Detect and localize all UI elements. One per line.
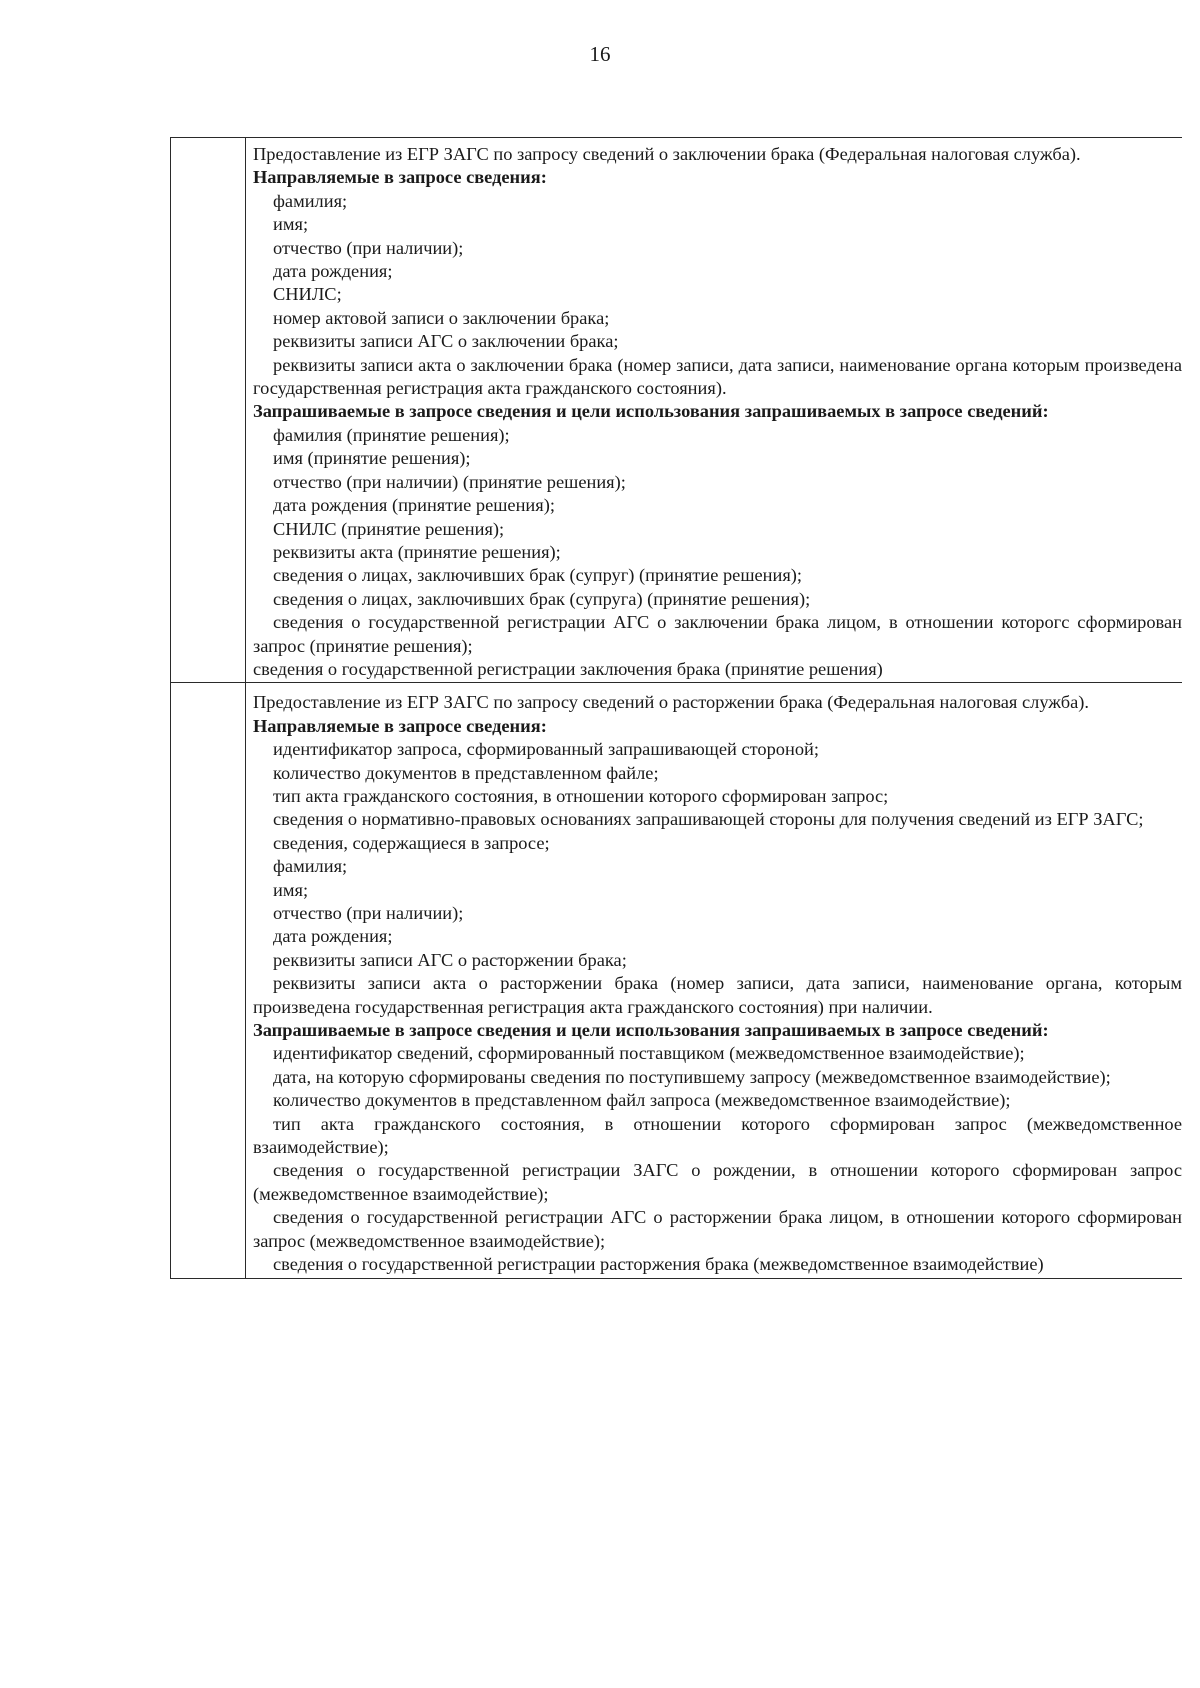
sent-heading: Направляемые в запросе сведения: <box>253 167 547 188</box>
page-number: 16 <box>589 42 611 66</box>
list-item: имя; <box>273 879 309 900</box>
row-number-cell <box>171 683 246 1278</box>
list-item: сведения о государственной регистрации ЗАГС о рождении, в отношении которого сформирован запрос (межведомственное взаимодействие); <box>253 1160 1182 1204</box>
list-item: имя (принятие решения); <box>273 448 471 469</box>
list-item: дата рождения; <box>273 926 393 947</box>
list-item: фамилия; <box>273 190 348 211</box>
list-item: отчество (при наличии) (принятие решения); <box>273 471 626 492</box>
list-item: имя; <box>273 214 309 235</box>
list-item: реквизиты записи АГС о расторжении брака; <box>273 949 627 970</box>
list-item: СНИЛС; <box>273 284 342 305</box>
list-item: идентификатор сведений, сформированный поставщиком (межведомственное взаимодействие); <box>273 1043 1025 1064</box>
table-row <box>171 138 1183 683</box>
row-content-cell <box>246 138 1183 683</box>
list-item: сведения о государственной регистрации заключения брака (принятие решения) <box>253 658 883 679</box>
list-item: СНИЛС (принятие решения); <box>273 518 505 539</box>
list-item: номер актовой записи о заключении брака; <box>273 307 610 328</box>
list-item: сведения о нормативно-правовых основаниях запрашивающей стороны для получения сведений из ЕГР ЗАГС; <box>273 809 1144 830</box>
list-item: сведения о государственной регистрации АГС о заключении брака лицом, в отношении которогс сформирован запрос (принятие решения); <box>253 612 1182 656</box>
list-item: фамилия; <box>273 856 348 877</box>
list-item: отчество (при наличии); <box>273 237 464 258</box>
list-item: количество документов в представленном файл запроса (межведомственное взаимодействие); <box>273 1090 1011 1111</box>
list-item: сведения о лицах, заключивших брак (супруга) (принятие решения); <box>273 588 811 609</box>
list-item: количество документов в представленном файле; <box>273 762 659 783</box>
list-item: тип акта гражданского состояния, в отношении которого сформирован запрос (межведомственное взаимодействие); <box>253 1113 1182 1158</box>
list-item: тип акта гражданского состояния, в отношении которого сформирован запрос; <box>273 785 889 806</box>
list-item: дата рождения; <box>273 261 393 282</box>
list-item: сведения о государственной регистрации АГС о расторжении брака лицом, в отношении которого сформирован запрос (межведомственное взаимодействие); <box>253 1207 1182 1251</box>
row-number-cell <box>171 138 246 683</box>
list-item: фамилия (принятие решения); <box>273 424 510 445</box>
list-item: дата, на которую сформированы сведения по поступившему запросу (межведомственное взаимодействие); <box>273 1066 1111 1087</box>
list-item: сведения о лицах, заключивших брак (супруг) (принятие решения); <box>273 565 803 586</box>
list-item: отчество (при наличии); <box>273 903 464 923</box>
list-item: реквизиты акта (принятие решения); <box>273 541 561 562</box>
document-table <box>170 137 1182 1279</box>
row-intro: Предоставление из ЕГР ЗАГС по запросу сведений о заключении брака (Федеральная налоговая служба). <box>253 144 1081 164</box>
requested-heading: Запрашиваемые в запросе сведения и цели использования запрашиваемых в запросе сведений: <box>253 1020 1049 1041</box>
list-item: реквизиты записи акта о заключении брака (номер записи, дата записи, наименование органа которым произведена государственная регистрация акта гражданского состояния). <box>253 354 1182 399</box>
list-item: сведения, содержащиеся в запросе; <box>273 832 550 853</box>
sent-heading: Направляемые в запросе сведения: <box>253 715 547 736</box>
row-intro: Предоставление из ЕГР ЗАГС по запросу сведений о расторжении брака (Федеральная налоговая служба). <box>253 692 1089 713</box>
requested-heading: Запрашиваемые в запросе сведения и цели использования запрашиваемых в запросе сведений: <box>253 401 1049 422</box>
list-item: реквизиты записи АГС о заключении брака; <box>273 331 619 352</box>
list-item: дата рождения (принятие решения); <box>273 495 555 516</box>
table-row <box>171 683 1183 1278</box>
list-item: идентификатор запроса, сформированный запрашивающей стороной; <box>273 739 819 760</box>
row-content-cell <box>246 683 1183 1278</box>
list-item: реквизиты записи акта о расторжении брака (номер записи, дата записи, наименование органа, которым произведена государственная регистрация акта гражданского состояния) при наличии. <box>253 973 1182 1017</box>
list-item: сведения о государственной регистрации расторжения брака (межведомственное взаимодействие) <box>273 1254 1044 1275</box>
